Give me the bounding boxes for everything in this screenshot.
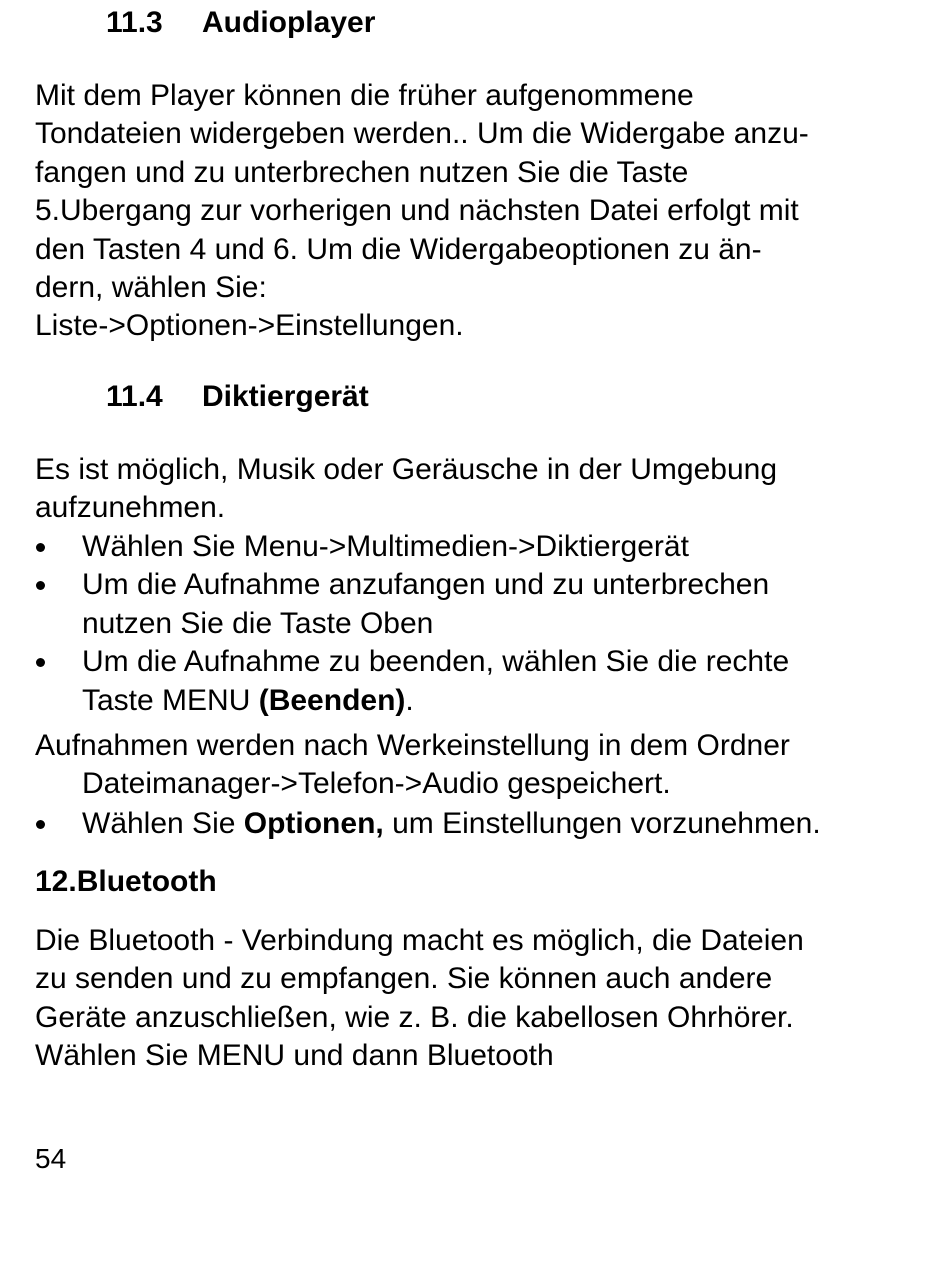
text-run: Taste MENU bbox=[82, 683, 259, 717]
text-line: zu senden und zu empfangen. Sie können auch andere bbox=[35, 962, 773, 996]
heading-11-4-title: Diktiergerät bbox=[202, 380, 369, 413]
heading-11-4 bbox=[106, 378, 369, 416]
text-line bbox=[82, 682, 915, 720]
text-line: Die Bluetooth - Verbindung macht es möglich, die Dateien bbox=[35, 924, 804, 957]
text-line: Geräte anzuschließen, wie z. B. die kabellosen Ohrhörer. bbox=[35, 1000, 794, 1034]
text-line: Aufnahmen werden nach Werkeinstellung in dem Ordner bbox=[35, 729, 790, 762]
text-line: fangen und zu unterbrechen nutzen Sie die Taste bbox=[35, 155, 689, 189]
page-number: 54 bbox=[35, 1143, 67, 1174]
list-item bbox=[35, 566, 915, 643]
diktiergeraet-steps bbox=[35, 528, 915, 720]
storage-note bbox=[35, 727, 915, 804]
text-line bbox=[82, 805, 915, 843]
text-line: Mit dem Player können die früher aufgenommene bbox=[35, 79, 694, 112]
text-line: aufzunehmen. bbox=[35, 491, 226, 525]
list-item bbox=[35, 805, 915, 843]
text-line: Wählen Sie Menu->Multimedien->Diktiergerät bbox=[82, 530, 689, 563]
heading-11-4-number: 11.4 bbox=[106, 380, 163, 413]
text-line: dern, wählen Sie: bbox=[35, 271, 267, 305]
text-line: Wählen Sie MENU und dann Bluetooth bbox=[35, 1039, 554, 1073]
heading-11-3-number: 11.3 bbox=[106, 6, 163, 39]
bold-text: Optionen, bbox=[243, 807, 384, 840]
text-line: 5.Ubergang zur vorherigen und nächsten Datei erfolgt mit bbox=[35, 194, 799, 228]
options-step bbox=[35, 805, 915, 843]
bluetooth-paragraph bbox=[35, 922, 915, 1076]
text-line: nutzen Sie die Taste Oben bbox=[82, 606, 434, 640]
text-line: Um die Aufnahme zu beenden, wählen Sie die rechte bbox=[82, 645, 790, 679]
diktiergeraet-intro bbox=[35, 451, 915, 528]
heading-12: 12.Bluetooth bbox=[35, 865, 217, 898]
list-item bbox=[35, 643, 915, 720]
text-line: Tondateien widergeben werden.. Um die Widergabe anzu- bbox=[35, 117, 809, 151]
text-line: Es ist möglich, Musik oder Geräusche in der Umgebung bbox=[35, 453, 778, 486]
heading-11-3-title: Audioplayer bbox=[202, 6, 376, 39]
text-line: Dateimanager->Telefon->Audio gespeichert. bbox=[82, 767, 671, 801]
bold-text: (Beenden) bbox=[258, 683, 406, 717]
list-item bbox=[35, 528, 915, 566]
text-line: Liste->Optionen->Einstellungen. bbox=[35, 309, 464, 343]
text-line: Um die Aufnahme anzufangen und zu unterbrechen bbox=[82, 568, 770, 602]
text-run: . bbox=[405, 683, 414, 717]
heading-11-3 bbox=[106, 4, 375, 42]
text-line: den Tasten 4 und 6. Um die Widergabeoptionen zu än- bbox=[35, 232, 762, 266]
audioplayer-paragraph bbox=[35, 77, 915, 346]
text-run: um Einstellungen vorzunehmen. bbox=[383, 807, 821, 840]
text-run: Wählen Sie bbox=[82, 807, 244, 840]
